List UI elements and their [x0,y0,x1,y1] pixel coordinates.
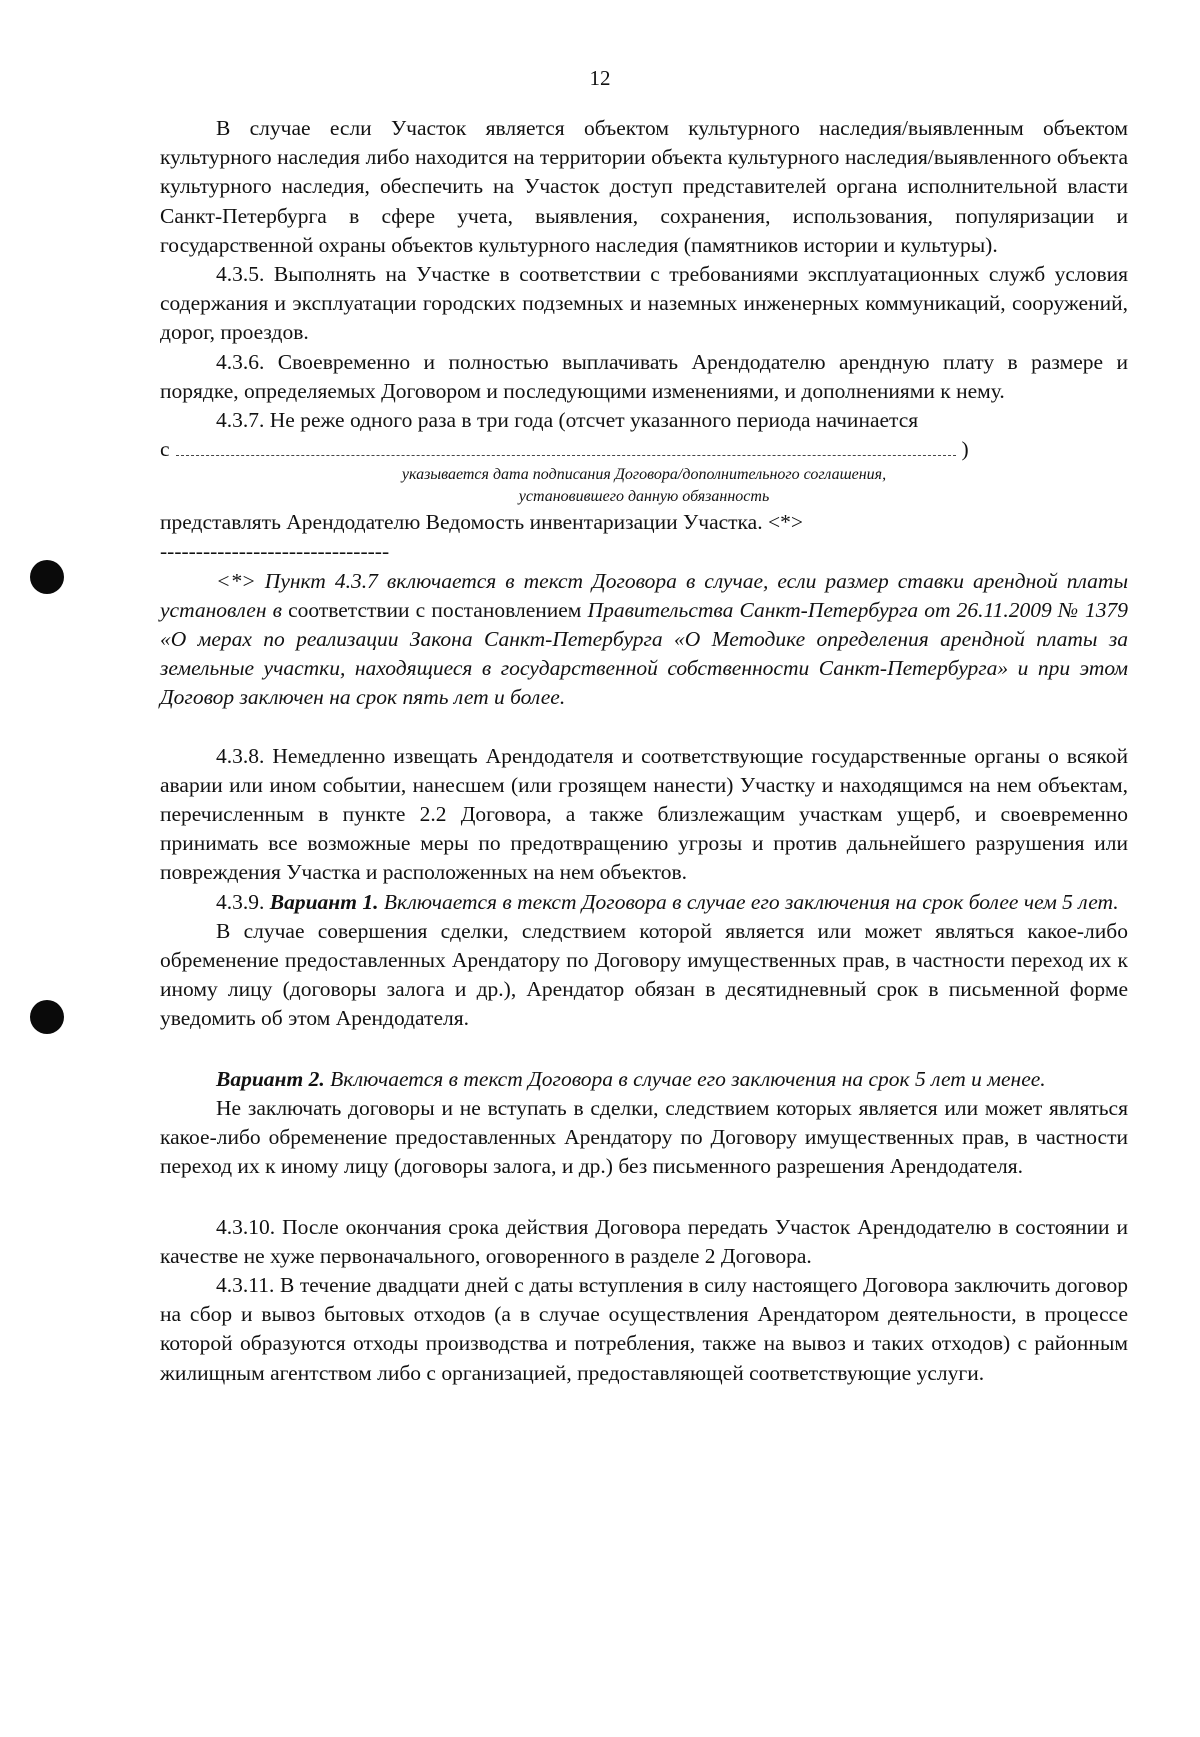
paragraph-4-3-6: 4.3.6. Своевременно и полностью выплачивать Арендодателю арендную плату в размере и порядке, определяемых Договором и последующими изменениями, и дополнениями к нему. [160,349,1128,403]
paragraph-4-3-5: 4.3.5. Выполнять на Участке в соответствии с требованиями эксплуатационных служб условия содержания и эксплуатации городских подземных и наземных инженерных коммуникаций, сооружений, дорог, проездов. [160,262,1128,345]
footnote-text-c: Правительства Санкт-Петербурга от 26.11.2009 № 1379 «О мерах по реализации Закона Санкт-Петербурга «О Методике определения арендной платы за земельные участки, находящиеся в государственной собственности Санкт-Петербурга» и при этом Договор заключен на срок пять лет и более. [160,597,1129,710]
variant-1-note: Включается в текст Договора в случае его заключения на срок более чем 5 лет. [378,889,1119,914]
paragraph-4-3-9-number: 4.3.9. [216,889,270,914]
date-blank-caption-2: установившего данную обязанность [518,488,770,506]
punch-hole-bottom [30,1000,64,1034]
spacer [160,1034,1128,1065]
footnote-text-a: <*> Пункт 4.3.7 включается в текст Договора в случае, если размер ставки арендной платы установлен в [160,568,1128,622]
paragraph-4-3-8: 4.3.8. Немедленно извещать Арендодателя и соответствующие государственные органы о всякой аварии или ином событии, нанесшем (или грозящем нанести) Участку и находящимся на нем объектам, перечисленным в пункте 2.2 Договора, а также близлежащим участкам ущерб, и своевременно принимать все возможные меры по предотвращению угрозы и против дальнейшего разрушения или повреждения Участка и расположенных на нем объектов. [160,743,1128,885]
date-blank-line [160,435,1128,464]
date-blank-start: с [160,437,170,462]
footnote-text-b: соответствии с постановлением [288,597,582,622]
spacer [160,1182,1128,1213]
variant-2-heading [160,1065,1128,1094]
paragraph-4-3-9 [160,888,1128,917]
footnote-rule: -------------------------------- [160,539,390,564]
variant-1-body: В случае совершения сделки, следствием которой является или может являться какое-либо обременение предоставленных Арендатору по Договору имущественных прав, в частности переход их к иному лицу (договоры залога и др.), Арендатор обязан в десятидневный срок в письменной форме уведомить об этом Арендодателя. [160,918,1128,1031]
paragraph-4-3-10: 4.3.10. После окончания срока действия Договора передать Участок Арендодателю в состоянии и качестве не хуже первоначального, оговоренного в разделе 2 Договора. [160,1214,1128,1268]
date-blank-caption: указывается дата подписания Договора/дополнительного соглашения, [401,466,887,484]
variant-2-body: Не заключать договоры и не вступать в сделки, следствием которых является или может являться какое-либо обременение предоставленных Арендатору по Договору имущественных прав, в частности переход их к иному лицу (договоры залога, и др.) без письменного разрешения Арендодателя. [160,1095,1128,1179]
footnote [160,567,1128,713]
date-blank-field [176,455,956,456]
variant-2-note: Включается в текст Договора в случае его заключения на срок 5 лет и менее. [324,1066,1046,1091]
variant-1-label: Вариант 1. [269,889,379,914]
paragraph-cultural-heritage: В случае если Участок является объектом культурного наследия/выявленным объектом культурного наследия либо находится на территории объекта культурного наследия/выявленного объекта культурного наследия, обеспечить на Участок доступ представителей органа исполнительной власти Санкт-Петербурга в сфере учета, выявления, сохранения, использования, популяризации и государственной охраны объектов культурного наследия (памятников истории и культуры). [160,116,1128,257]
variant-2-label: Вариант 2. [216,1066,325,1091]
paragraph-4-3-7-continuation: представлять Арендодателю Ведомость инвентаризации Участка. <*> [160,510,803,535]
paragraph-4-3-11: 4.3.11. В течение двадцати дней с даты вступления в силу настоящего Договора заключить договор на сбор и вывоз бытовых отходов (а в случае осуществления Арендатором деятельности, в процессе которой образуются отходы производства и потребления, также на вывоз и таких отходов) с районным жилищным агентством либо с организацией, предоставляющей соответствующие услуги. [160,1272,1128,1385]
date-blank-end: ) [961,437,969,462]
document-body [160,114,1128,1388]
spacer [160,713,1128,742]
paragraph-4-3-7: 4.3.7. Не реже одного раза в три года (отсчет указанного периода начинается [216,408,919,433]
page-number: 12 [589,66,611,90]
punch-hole-top [30,560,64,594]
